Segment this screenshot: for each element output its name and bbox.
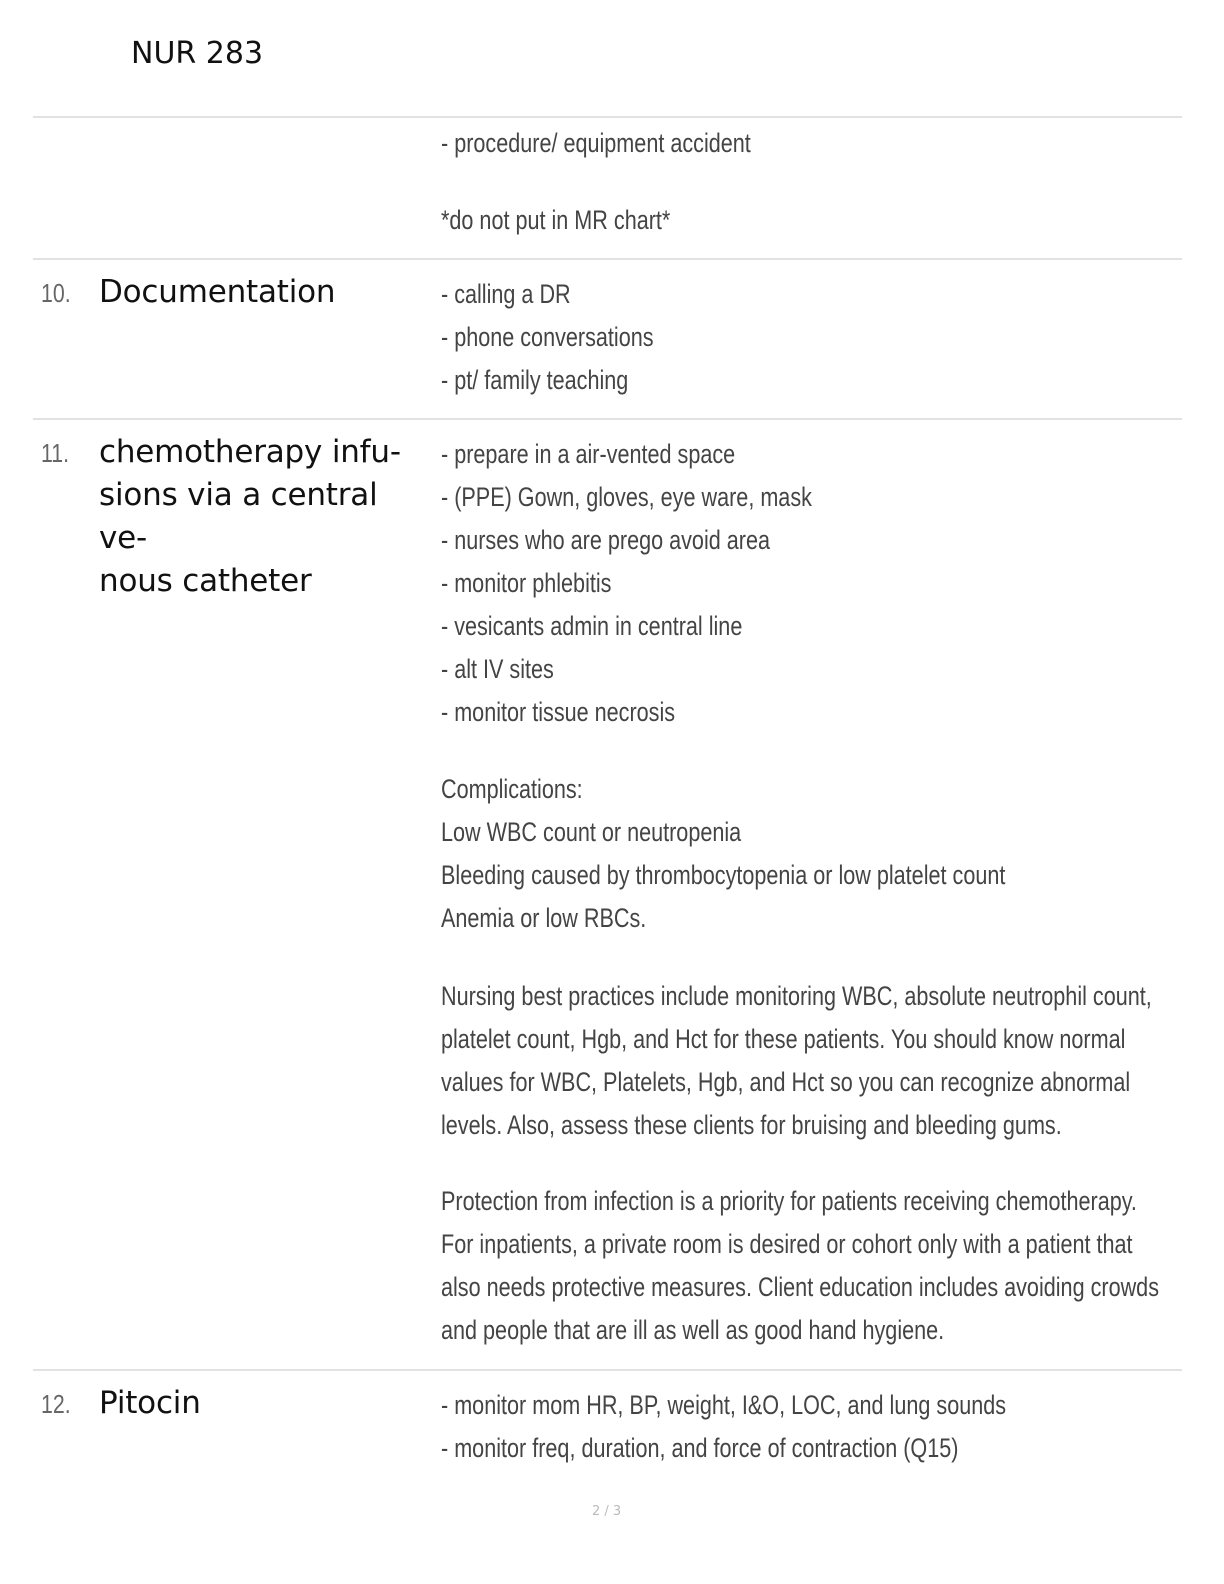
definition-line: - nurses who are prego avoid area	[441, 525, 770, 555]
item-term	[99, 431, 419, 603]
item-definition	[441, 433, 812, 734]
divider	[33, 116, 1182, 118]
item-definition	[441, 1384, 1006, 1470]
definition-line: - calling a DR	[441, 279, 571, 309]
definition-line: - prepare in a air-vented space	[441, 439, 736, 469]
paragraph-line: levels. Also, assess these clients for bruising and bleeding gums.	[441, 1110, 1062, 1140]
item-definition	[441, 273, 654, 402]
definition-line: - monitor phlebitis	[441, 568, 612, 598]
definition-line: - monitor tissue necrosis	[441, 697, 676, 727]
definition-line: - monitor freq, duration, and force of contraction (Q15)	[441, 1433, 959, 1463]
term-line: chemotherapy infu-	[99, 434, 401, 470]
paragraph-line: values for WBC, Platelets, Hgb, and Hct so you can recognize abnormal	[441, 1067, 1131, 1097]
definition-line: - pt/ family teaching	[441, 365, 629, 395]
paragraph-line: also needs protective measures. Client education includes avoiding crowds	[441, 1272, 1159, 1302]
divider	[33, 1369, 1182, 1371]
complications-heading: Complications:	[441, 774, 583, 804]
definition-line: - procedure/ equipment accident	[441, 128, 751, 158]
continued-definition	[441, 122, 751, 165]
complication-line: Anemia or low RBCs.	[441, 903, 647, 933]
item-term: Documentation	[99, 274, 336, 310]
definition-line: - (PPE) Gown, gloves, eye ware, mask	[441, 482, 812, 512]
infection-protection-paragraph	[441, 1180, 1159, 1352]
document-title: NUR 283	[131, 36, 264, 71]
paragraph-line: Protection from infection is a priority for patients receiving chemotherapy.	[441, 1186, 1137, 1216]
complications-list	[441, 768, 1005, 940]
note-line: *do not put in MR chart*	[441, 205, 671, 235]
definition-line: - vesicants admin in central line	[441, 611, 743, 641]
paragraph-line: platelet count, Hgb, and Hct for these patients. You should know normal	[441, 1024, 1126, 1054]
complication-line: Bleeding caused by thrombocytopenia or low platelet count	[441, 860, 1006, 890]
paragraph-line: and people that are ill as well as good hand hygiene.	[441, 1315, 945, 1345]
term-line: nous catheter	[99, 563, 312, 599]
item-number: 11.	[41, 438, 70, 468]
page-number: 2 / 3	[592, 1504, 622, 1519]
definition-line: - phone conversations	[441, 322, 654, 352]
paragraph-line: For inpatients, a private room is desired or cohort only with a patient that	[441, 1229, 1133, 1259]
item-number: 12.	[41, 1389, 71, 1419]
continued-note	[441, 199, 670, 242]
term-line: sions via a central ve-	[99, 477, 378, 556]
item-number: 10.	[41, 278, 71, 308]
divider	[33, 258, 1182, 260]
definition-line: - alt IV sites	[441, 654, 554, 684]
item-term: Pitocin	[99, 1385, 201, 1421]
definition-line: - monitor mom HR, BP, weight, I&O, LOC, and lung sounds	[441, 1390, 1007, 1420]
divider	[33, 418, 1182, 420]
paragraph-line: Nursing best practices include monitoring WBC, absolute neutrophil count,	[441, 981, 1152, 1011]
nursing-practices-paragraph	[441, 975, 1152, 1147]
complication-line: Low WBC count or neutropenia	[441, 817, 742, 847]
